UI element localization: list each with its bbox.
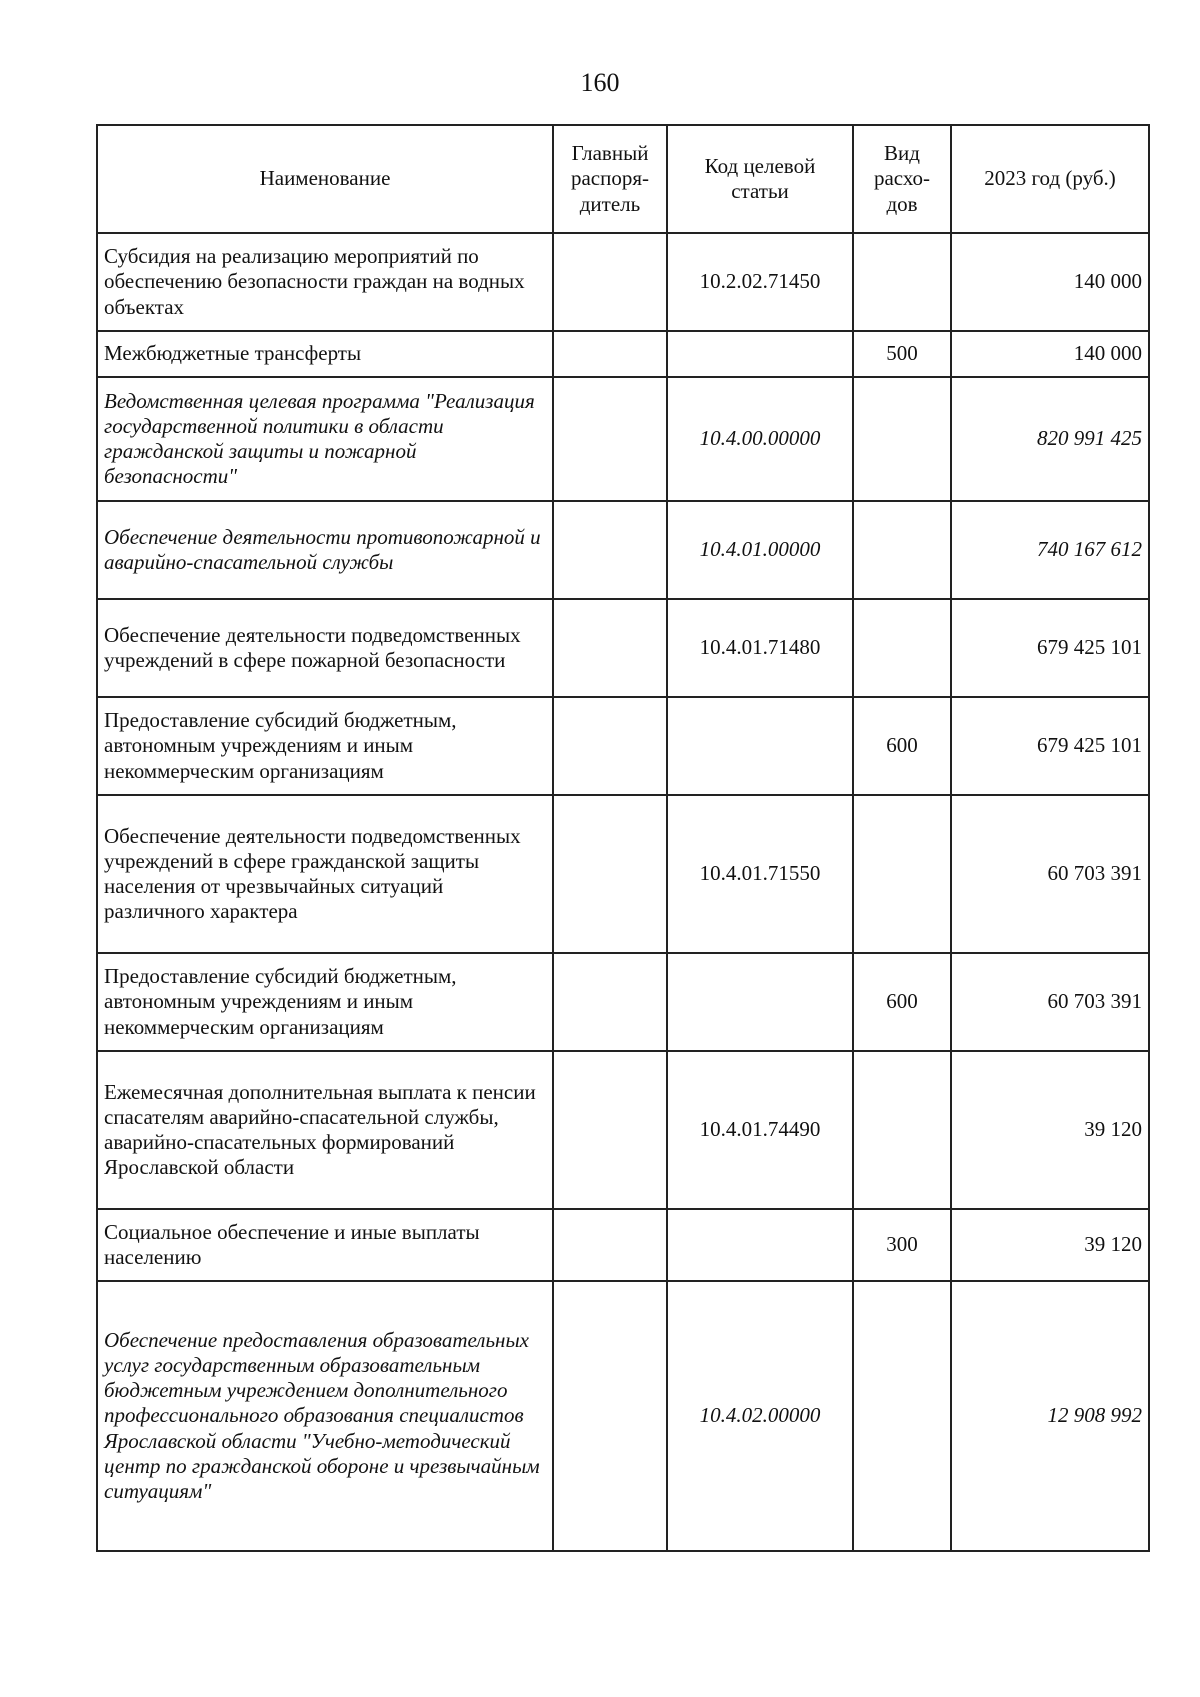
table-row	[97, 377, 1149, 501]
row-manager	[553, 233, 667, 331]
table-row	[97, 697, 1149, 795]
row-expense-type	[853, 795, 951, 953]
row-expense-type	[853, 233, 951, 331]
row-manager	[553, 377, 667, 501]
table-row	[97, 599, 1149, 697]
row-expense-type: 500	[853, 331, 951, 377]
row-manager	[553, 1051, 667, 1209]
table-row	[97, 501, 1149, 599]
row-amount: 140 000	[951, 233, 1149, 331]
row-expense-type: 300	[853, 1209, 951, 1281]
row-amount: 39 120	[951, 1209, 1149, 1281]
row-amount: 12 908 992	[951, 1281, 1149, 1551]
row-name: Обеспечение деятельности противопожарной и аварийно-спасательной службы	[97, 501, 553, 599]
page-number: 160	[580, 68, 620, 97]
row-code: 10.4.01.74490	[667, 1051, 853, 1209]
table-row	[97, 1051, 1149, 1209]
row-amount: 740 167 612	[951, 501, 1149, 599]
header-year: 2023 год (руб.)	[951, 125, 1149, 233]
table-row	[97, 1281, 1149, 1551]
row-code: 10.2.02.71450	[667, 233, 853, 331]
row-name: Межбюджетные трансферты	[97, 331, 553, 377]
row-manager	[553, 501, 667, 599]
row-name: Ведомственная целевая программа "Реализация государственной политики в области гражданской защиты и пожарной безопасности"	[97, 377, 553, 501]
row-expense-type	[853, 1051, 951, 1209]
row-expense-type	[853, 599, 951, 697]
row-code	[667, 953, 853, 1051]
row-manager	[553, 1209, 667, 1281]
row-code: 10.4.01.71480	[667, 599, 853, 697]
table-row	[97, 331, 1149, 377]
row-name: Предоставление субсидий бюджетным, автономным учреждениям и иным некоммерческим организациям	[97, 697, 553, 795]
row-code	[667, 331, 853, 377]
table-header-row	[97, 125, 1149, 233]
row-expense-type: 600	[853, 697, 951, 795]
header-name: Наименование	[97, 125, 553, 233]
row-amount: 60 703 391	[951, 953, 1149, 1051]
row-amount: 39 120	[951, 1051, 1149, 1209]
row-amount: 60 703 391	[951, 795, 1149, 953]
table-row	[97, 953, 1149, 1051]
row-manager	[553, 795, 667, 953]
row-code	[667, 697, 853, 795]
row-code: 10.4.01.71550	[667, 795, 853, 953]
row-expense-type: 600	[853, 953, 951, 1051]
row-manager	[553, 331, 667, 377]
row-code: 10.4.00.00000	[667, 377, 853, 501]
row-manager	[553, 1281, 667, 1551]
row-code	[667, 1209, 853, 1281]
budget-table	[96, 124, 1150, 1552]
row-name: Обеспечение деятельности подведомственных учреждений в сфере гражданской защиты населения от чрезвычайных ситуаций различного характера	[97, 795, 553, 953]
row-amount: 820 991 425	[951, 377, 1149, 501]
row-amount: 140 000	[951, 331, 1149, 377]
table-row	[97, 1209, 1149, 1281]
header-expense-type: Вид расхо-дов	[853, 125, 951, 233]
row-expense-type	[853, 1281, 951, 1551]
row-manager	[553, 953, 667, 1051]
row-manager	[553, 697, 667, 795]
row-name: Ежемесячная дополнительная выплата к пенсии спасателям аварийно-спасательной службы, аварийно-спасательных формирований Ярославской области	[97, 1051, 553, 1209]
row-name: Социальное обеспечение и иные выплаты населению	[97, 1209, 553, 1281]
table-row	[97, 233, 1149, 331]
row-expense-type	[853, 501, 951, 599]
header-manager: Главный распоря-дитель	[553, 125, 667, 233]
row-name: Обеспечение деятельности подведомственных учреждений в сфере пожарной безопасности	[97, 599, 553, 697]
row-name: Субсидия на реализацию мероприятий по обеспечению безопасности граждан на водных объектах	[97, 233, 553, 331]
row-code: 10.4.01.00000	[667, 501, 853, 599]
header-code: Код целевой статьи	[667, 125, 853, 233]
row-manager	[553, 599, 667, 697]
row-name: Предоставление субсидий бюджетным, автономным учреждениям и иным некоммерческим организациям	[97, 953, 553, 1051]
row-amount: 679 425 101	[951, 599, 1149, 697]
row-amount: 679 425 101	[951, 697, 1149, 795]
row-name: Обеспечение предоставления образовательных услуг государственным образовательным бюджетным учреждением дополнительного профессионального образования специалистов Ярославской области "Учебно-методический центр по гражданской обороне и чрезвычайным ситуациям"	[97, 1281, 553, 1551]
row-expense-type	[853, 377, 951, 501]
table-row	[97, 795, 1149, 953]
row-code: 10.4.02.00000	[667, 1281, 853, 1551]
